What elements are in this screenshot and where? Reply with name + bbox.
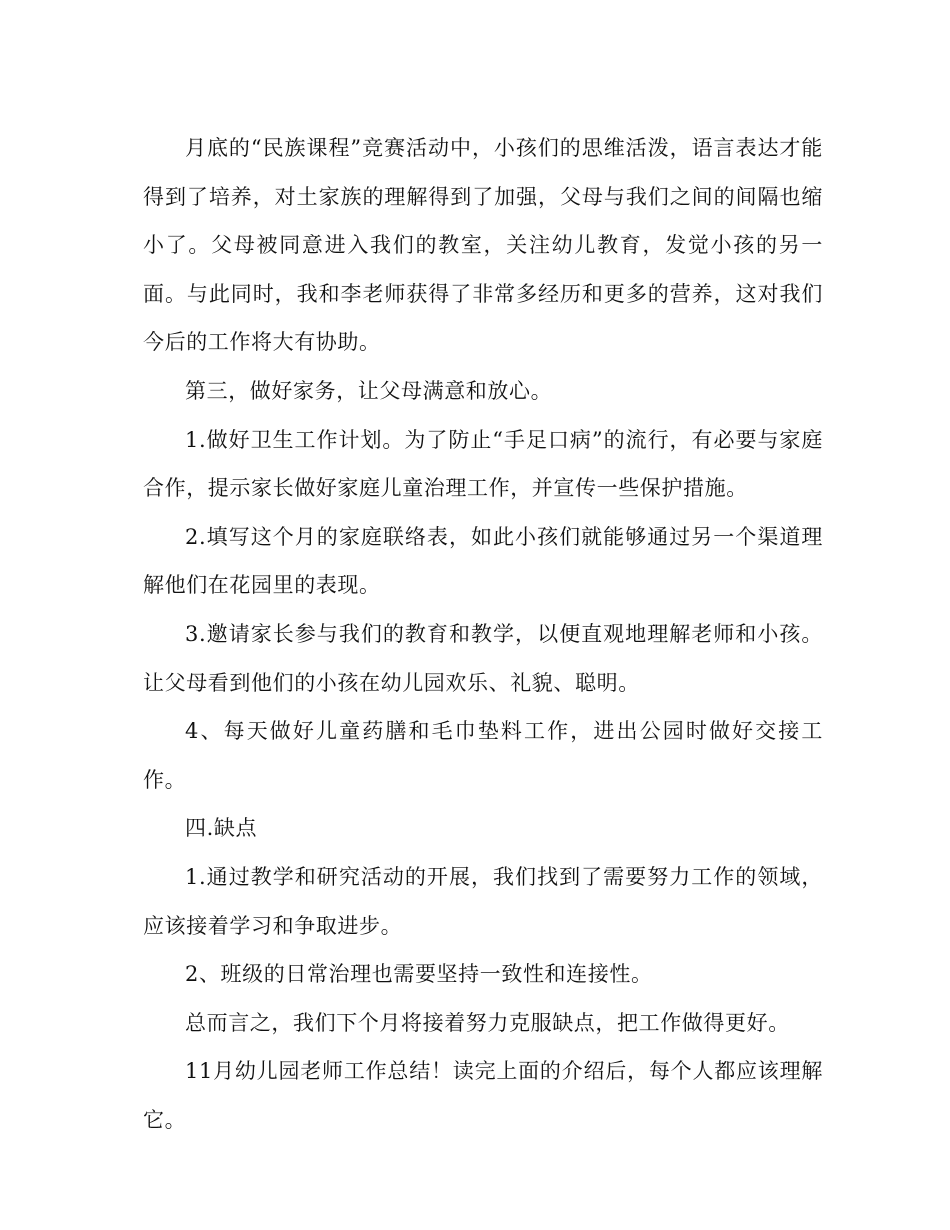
paragraph-shortcoming-2: 2、班级的日常治理也需要坚持一致性和连接性。 xyxy=(185,962,653,987)
paragraph-closing-note: 11月幼儿园老师工作总结！读完上面的介绍后，每个人都应该理解它。 xyxy=(143,1059,823,1132)
paragraph-section-three-heading: 第三，做好家务，让父母满意和放心。 xyxy=(185,378,553,403)
paragraph-item-3-parent-invite: 3.邀请家长参与我们的教育和教学，以便直观地理解老师和小孩。让父母看到他们的小孩在幼儿园欢乐、礼貌、聪明。 xyxy=(143,621,823,695)
paragraph-section-four-heading: 四.缺点 xyxy=(185,816,258,841)
paragraph-item-2-contact-form: 2.填写这个月的家庭联络表，如此小孩们就能够通过另一个渠道理解他们在花园里的表现。 xyxy=(143,524,823,598)
document-body xyxy=(143,124,823,1144)
paragraph-shortcoming-1: 1.通过教学和研究活动的开展，我们找到了需要努力工作的领域，应该接着学习和争取进步。 xyxy=(143,864,823,938)
paragraph-item-4-daily-handover: 4、每天做好儿童药膳和毛巾垫料工作，进出公园时做好交接工作。 xyxy=(143,719,823,792)
paragraph-intro-continuation: 月底的“民族课程”竞赛活动中，小孩们的思维活泼，语言表达才能得到了培养，对土家族的理解得到了加强，父母与我们之间的间隔也缩小了。父母被同意进入我们的教室，关注幼儿教育，发觉小孩的另一面。与此同时，我和李老师获得了非常多经历和更多的营养，这对我们今后的工作将大有协助。 xyxy=(143,136,823,355)
paragraph-item-1-hygiene: 1.做好卫生工作计划。为了防止“手足口病”的流行，有必要与家庭合作，提示家长做好家庭儿童治理工作，并宣传一些保护措施。 xyxy=(143,427,823,501)
paragraph-conclusion: 总而言之，我们下个月将接着努力克服缺点，把工作做得更好。 xyxy=(185,1010,790,1035)
